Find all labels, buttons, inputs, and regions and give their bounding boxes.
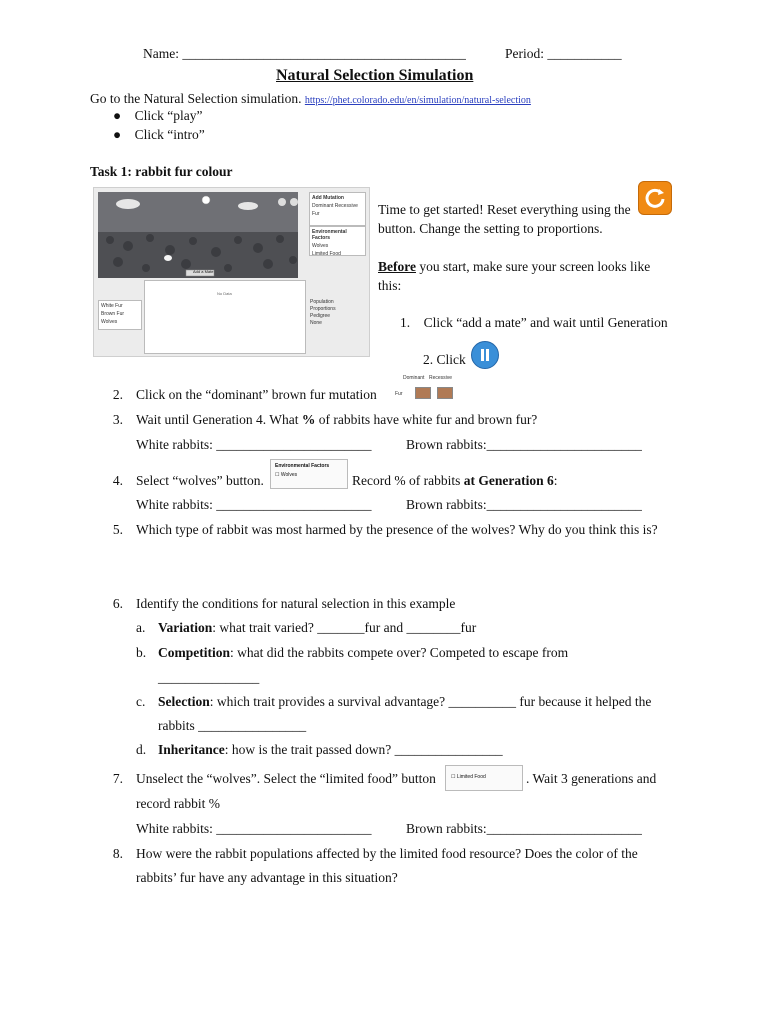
limited-food-panel-image: ☐ Limited Food [445, 765, 523, 791]
question-4a: Select “wolves” button. [136, 473, 264, 488]
q3-brown-answer[interactable]: Brown rabbits:_______________________ [406, 437, 642, 452]
sim-add-mate-label: Add a Mate [193, 269, 214, 274]
question-4b: Record % of rabbits at Generation 6: [352, 473, 558, 488]
pause-glyph [472, 342, 498, 368]
question-6: Identify the conditions for natural selection in this example [136, 596, 456, 611]
q4-white-answer[interactable]: White rabbits: _______________________ [136, 497, 372, 512]
before-line: Before you start, make sure your screen looks like [378, 259, 651, 274]
question-6c: Selection: which trait provides a survival advantage? __________ fur because it helped the [158, 694, 652, 709]
step2: 2. Click [423, 352, 466, 367]
question-8-line-2: rabbits’ fur have any advantage in this situation? [136, 870, 398, 885]
q7-brown-answer[interactable]: Brown rabbits:_______________________ [406, 821, 642, 836]
question-6d: Inheritance: how is the trait passed down? ________________ [158, 742, 503, 757]
period-line[interactable] [505, 46, 622, 62]
question-7b: . Wait 3 generations and [526, 771, 657, 786]
reset-text-1: Time to get started! Reset everything using the [378, 202, 631, 217]
pause-icon[interactable] [471, 341, 499, 369]
intro-line [90, 91, 531, 107]
question-2: Click on the “dominant” brown fur mutation [136, 387, 377, 402]
question-6a: Variation: what trait varied? _______fur and ________fur [158, 620, 477, 635]
question-6b: Competition: what did the rabbits compete over? Competed to escape from [158, 645, 569, 660]
question-8: How were the rabbit populations affected by the limited food resource? Does the color of the [136, 846, 638, 861]
reset-arrow [639, 182, 671, 214]
sim-clouds [98, 192, 298, 232]
reset-text-2: button. Change the setting to proportions. [378, 221, 603, 236]
reset-icon[interactable] [638, 181, 672, 215]
q7-white-answer[interactable]: White rabbits: _______________________ [136, 821, 372, 836]
env-panel-image: Environmental Factors ☐ Wolves [270, 459, 348, 489]
bullet-intro: ● Click “intro” [113, 127, 205, 142]
sim-no-data: No Data [217, 291, 232, 296]
period-label: Period: [505, 46, 544, 61]
q4-brown-answer[interactable]: Brown rabbits:_______________________ [406, 497, 642, 512]
sim-ground [98, 232, 298, 278]
bullet-play: ● Click “play” [113, 108, 203, 123]
question-7a: Unselect the “wolves”. Select the “limited food” button [136, 771, 436, 786]
step1: 1. Click “add a mate” and wait until Generation [400, 315, 668, 330]
question-7-line-2: record rabbit % [136, 796, 220, 811]
question-3: Wait until Generation 4. What % of rabbits have white fur and brown fur? [136, 412, 538, 427]
sim-sky [98, 192, 298, 232]
name-label: Name: [143, 46, 179, 61]
q6b-blank[interactable]: _______________ [158, 670, 260, 685]
q6c-line-2[interactable]: rabbits ________________ [158, 718, 307, 733]
name-blank[interactable]: __________________________________________ [182, 46, 466, 61]
simulation-link[interactable]: https://phet.colorado.edu/en/simulation/natural-selection [304, 95, 531, 106]
sim-legend: White Fur Brown Fur Wolves [98, 300, 142, 330]
question-5: Which type of rabbit was most harmed by the presence of the wolves? Why do you think this is? [136, 522, 658, 537]
dominant-fur-swatch [415, 387, 431, 399]
intro-text: Go to the Natural Selection simulation. [90, 91, 302, 106]
before-line-2: this: [378, 278, 402, 293]
page-title: Natural Selection Simulation [276, 67, 474, 84]
simulation-screenshot [93, 187, 370, 357]
sim-graph [144, 280, 306, 354]
sim-mutation-panel: Add Mutation Dominant Recessive Fur [309, 192, 366, 226]
recessive-fur-swatch [437, 387, 453, 399]
name-line[interactable] [143, 46, 466, 62]
task1-heading: Task 1: rabbit fur colour [90, 164, 233, 179]
q3-white-answer[interactable]: White rabbits: _______________________ [136, 437, 372, 452]
sim-env-panel: Environmental Factors Wolves Limited Food [309, 226, 366, 256]
sim-view-options: Population Proportions Pedigree None [310, 299, 336, 326]
mutation-panel-image: Dominant Recessive Fur [395, 375, 453, 397]
period-blank[interactable]: ___________ [547, 46, 622, 61]
